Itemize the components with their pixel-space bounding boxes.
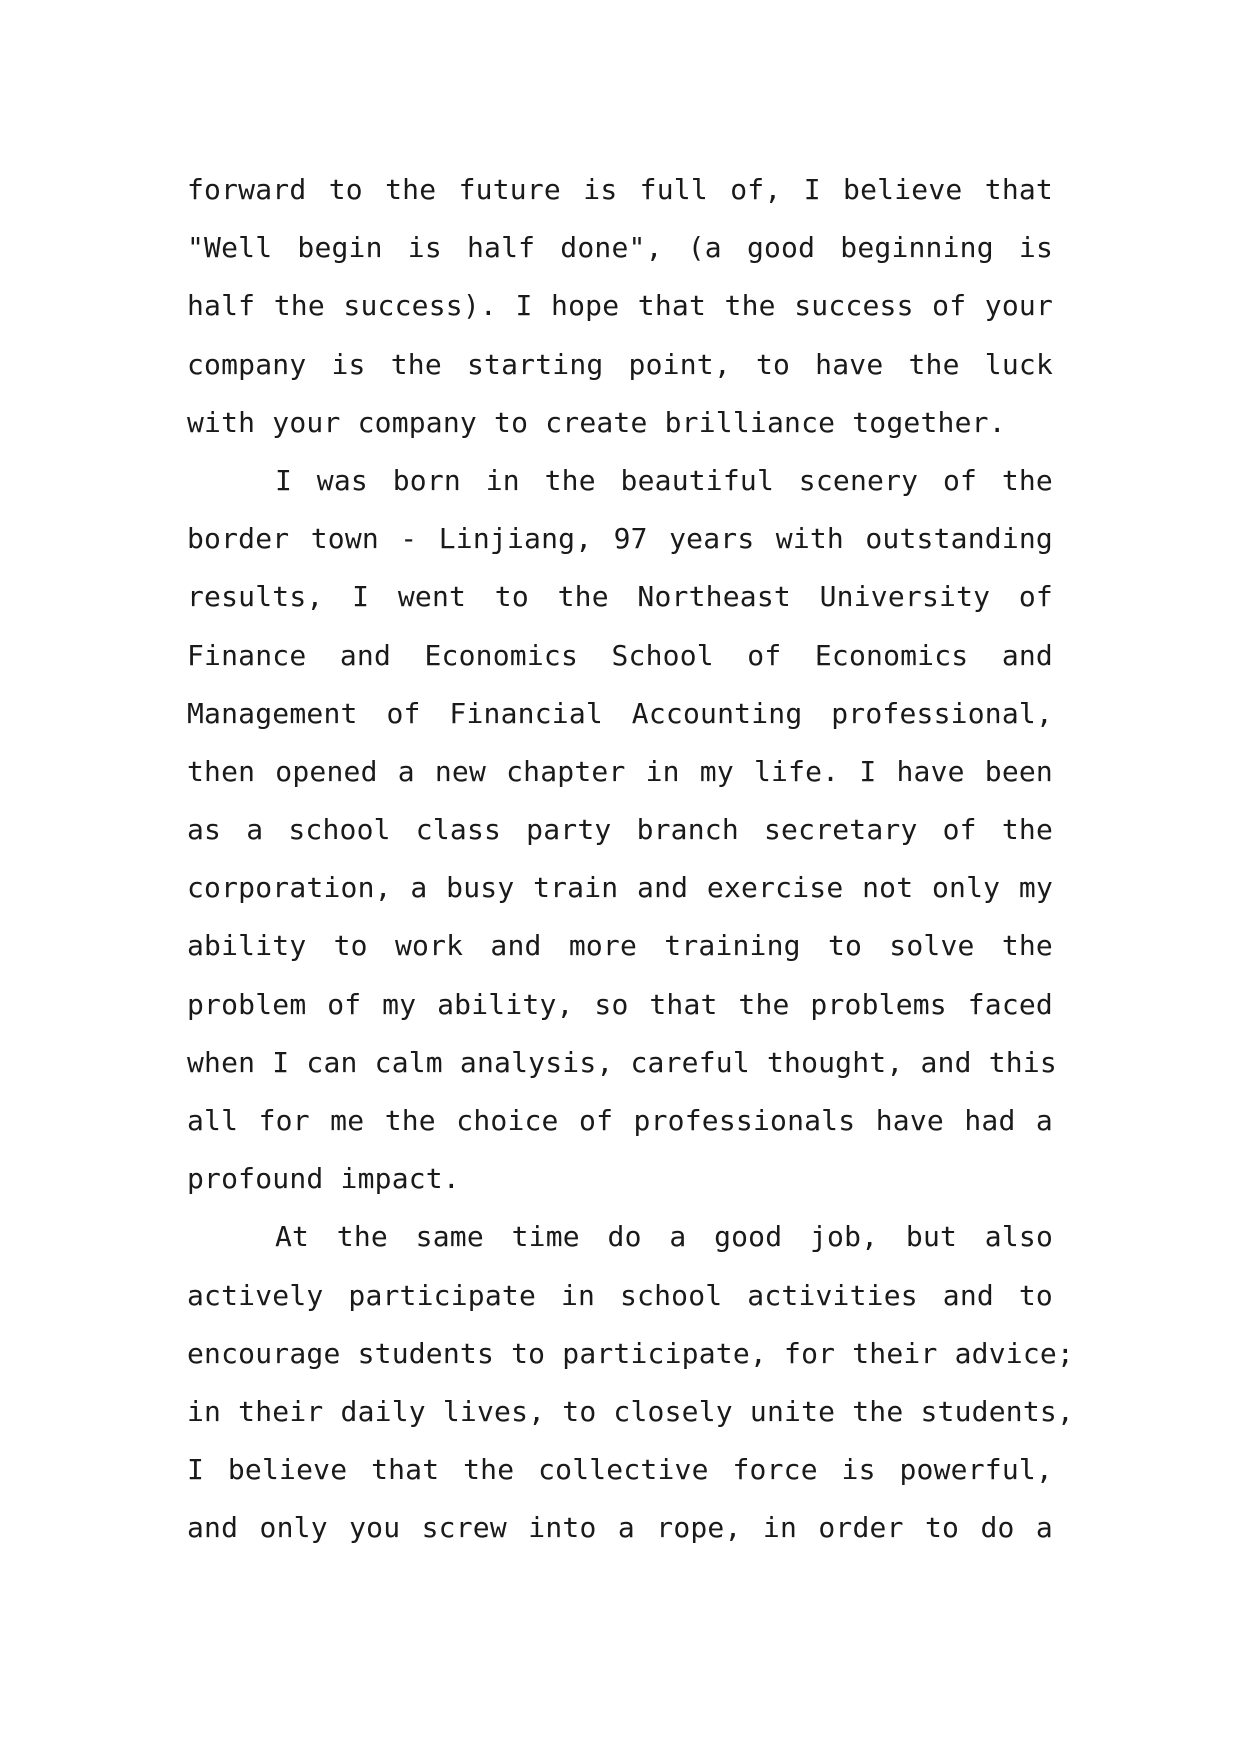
text-line: Management of Financial Accounting professional, [187, 696, 1053, 730]
text-line: when I can calm analysis, careful thought, and this [187, 1045, 1057, 1079]
text-line: then opened a new chapter in my life. I have been [187, 754, 1053, 788]
text-line: actively participate in school activities and to [187, 1278, 1053, 1312]
text-line: ability to work and more training to solve the [187, 929, 1053, 963]
text-line: "Well begin is half done", (a good beginning is [187, 231, 1053, 265]
text-line: border town - Linjiang, 97 years with outstanding [187, 522, 1053, 556]
paragraph-first-line: I was born in the beautiful scenery of the [275, 463, 1053, 497]
body-text [187, 161, 1074, 1558]
text-line: and only you screw into a rope, in order to do a [187, 1511, 1053, 1545]
text-line: I believe that the collective force is powerful, [187, 1453, 1053, 1487]
text-line: with your company to create brilliance together. [187, 405, 1006, 439]
text-line: half the success). I hope that the success of your [187, 289, 1053, 323]
text-line: results, I went to the Northeast University of [187, 580, 1053, 614]
text-line: company is the starting point, to have the luck [187, 347, 1053, 381]
text-line: corporation, a busy train and exercise not only my [187, 871, 1053, 905]
text-line: as a school class party branch secretary of the [187, 813, 1053, 847]
text-line: in their daily lives, to closely unite the students, [187, 1394, 1074, 1428]
text-line: encourage students to participate, for their advice; [187, 1336, 1074, 1370]
text-line: Finance and Economics School of Economics and [187, 638, 1053, 672]
paragraph-first-line: At the same time do a good job, but also [275, 1220, 1053, 1254]
text-line: forward to the future is full of, I believe that [187, 173, 1053, 206]
text-line: problem of my ability, so that the problems faced [187, 987, 1053, 1021]
text-line: all for me the choice of professionals have had a [187, 1104, 1053, 1137]
text-line: profound impact. [187, 1162, 460, 1196]
